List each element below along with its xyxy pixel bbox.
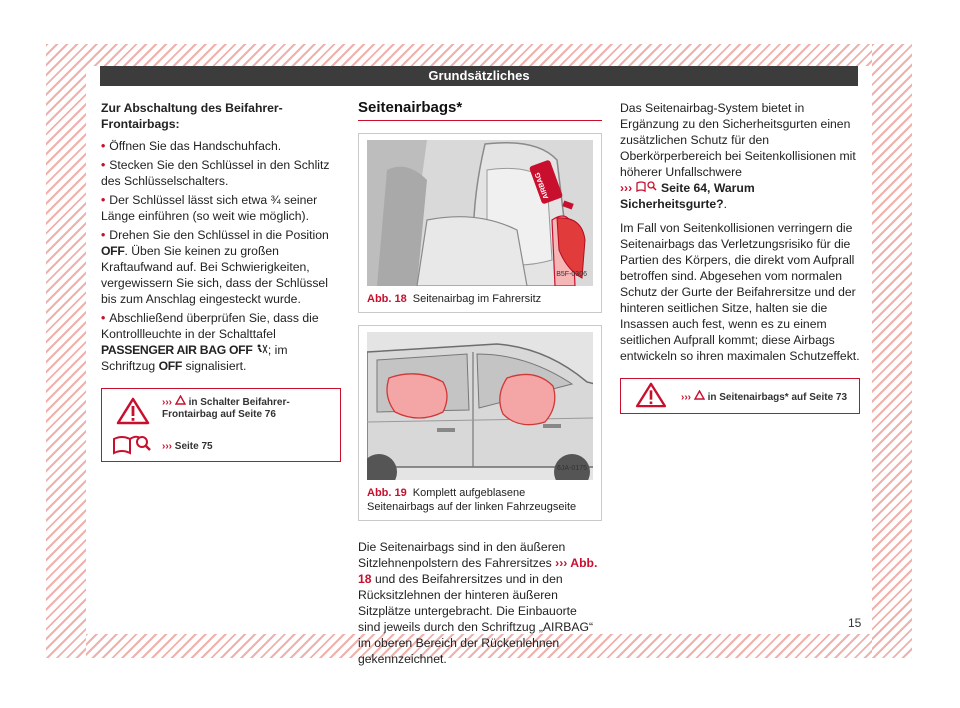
figure-19 <box>358 325 602 521</box>
bullet-dot-icon: • <box>101 139 106 153</box>
small-warning-icon <box>694 390 705 400</box>
column-left <box>101 100 341 462</box>
page-number: 15 <box>848 616 862 630</box>
bullet-dot-icon: • <box>101 193 106 207</box>
chevron-icon: ››› <box>620 181 633 195</box>
chevron-icon: ››› <box>162 397 172 408</box>
book-note-icon <box>112 433 152 455</box>
image-code: B5F-0306 <box>556 271 587 278</box>
body-paragraph: Das Seitenairbag-System bietet in Ergänzung zu den Sicherheitsgurten einen zusätzlichen Schutz für den Oberkörperbereich bei Seitenkollisionen mit höherer Unfallschwere ››› Seite 64, Warum Sicherheitsgurte?. <box>620 101 856 211</box>
section-title: Seitenairbags* <box>358 100 602 121</box>
chevron-icon: ››› <box>162 441 172 452</box>
image-code: 6JA-0175 <box>557 465 587 472</box>
warning-box <box>101 388 341 462</box>
hatch-border-top <box>46 44 912 66</box>
figure-caption: Abb. 18 Seitenairbag im Fahrersitz <box>367 293 542 305</box>
figure-18-image <box>367 140 593 286</box>
hatch-border-right <box>872 44 912 658</box>
chevron-icon: ››› <box>681 392 691 403</box>
warning-box <box>620 378 860 414</box>
list-item: • Der Schlüssel lässt sich etwa ¾ seiner Länge einführen (so weit wie möglich). <box>101 193 318 223</box>
subhead-frontairbag: Zur Abschaltung des Beifahrer-Frontairbags: <box>101 101 283 131</box>
list-item: • Abschließend überprüfen Sie, dass die Kontrollleuchte in der Schalttafel PASSENGER AIR BAG OFF ; im Schriftzug OFF signalisiert. <box>101 311 319 373</box>
bullet-dot-icon: • <box>101 311 106 325</box>
figure-19-image <box>367 332 593 480</box>
column-right <box>620 100 860 414</box>
column-middle <box>358 100 602 675</box>
bullet-dot-icon: • <box>101 158 106 172</box>
figure-reference-link[interactable]: ››› Abb. 18 <box>358 556 598 586</box>
body-paragraph: Im Fall von Seitenkollisionen verringern die Seitenairbags das Verletzungsrisiko für die Partien des Körpers, die direkt vom Aufprall betroffen sind. Abgesehen vom normalen Schutz der Gurte der Beifahrersitze und der hinteren seitlichen Sitze, halten sie die Insassen auch fest, wenn es zu einem seitlichen Aufprall kommt; diese Airbags entwickeln so ihren maximalen Schutzeffekt. <box>620 221 860 363</box>
chevron-icon: ››› <box>555 556 568 570</box>
warning-triangle-icon <box>116 397 150 425</box>
small-warning-icon <box>175 395 186 405</box>
list-item: • Drehen Sie den Schlüssel in die Position OFF. Üben Sie keinen zu großen Kraftaufwand auf. Bei Schwierigkeiten, vergewissern Sie sich, dass der Schlüssel bis zum Anschlag eingesteckt wurde. <box>101 228 329 306</box>
control-label-off: OFF <box>101 244 125 258</box>
car-side-illustration <box>367 332 593 480</box>
control-label-passenger-airbag-off: PASSENGER AIR BAG OFF <box>101 343 253 357</box>
figure-18 <box>358 133 602 313</box>
hatch-border-left <box>46 44 86 658</box>
airbag-off-icon <box>256 344 268 354</box>
book-note-icon <box>636 180 658 192</box>
car-seat-illustration <box>367 140 593 286</box>
figure-caption: Abb. 19 Komplett aufgeblasene Seitenairbags auf der linken Fahrzeugseite <box>367 487 577 513</box>
list-item: • Öffnen Sie das Handschuhfach. <box>101 139 282 153</box>
warning-reference[interactable]: ››› in Seitenairbags* auf Seite 73 <box>681 392 848 403</box>
note-reference[interactable]: ››› Seite 75 <box>162 441 213 452</box>
list-item: • Stecken Sie den Schlüssel in den Schlitz des Schlüsselschalters. <box>101 158 330 188</box>
body-paragraph: Die Seitenairbags sind in den äußeren Sitzlehnenpolstern des Fahrersitzes ››› Abb. 18 und des Beifahrersitzes und in den Rücksitzlehnen der hinteren äußeren Sitzplätze untergebracht. Die Einbauorte sind jeweils durch den Schriftzug „AIRBAG“ im oberen Bereich der Rückenlehnen gekennzeichnet. <box>358 540 598 666</box>
bullet-dot-icon: • <box>101 228 106 242</box>
control-label-off: OFF <box>158 359 183 373</box>
page-reference-link[interactable]: Seite 64, Warum Sicherheitsgurte? <box>620 181 755 211</box>
warning-triangle-icon <box>635 382 667 408</box>
warning-reference[interactable]: ››› in Schalter Beifahrer-Frontairbag auf Seite 76 <box>162 397 290 420</box>
airbag-label-tag: AIRBAG <box>529 159 563 204</box>
page-header: Grundsätzliches <box>100 66 858 86</box>
